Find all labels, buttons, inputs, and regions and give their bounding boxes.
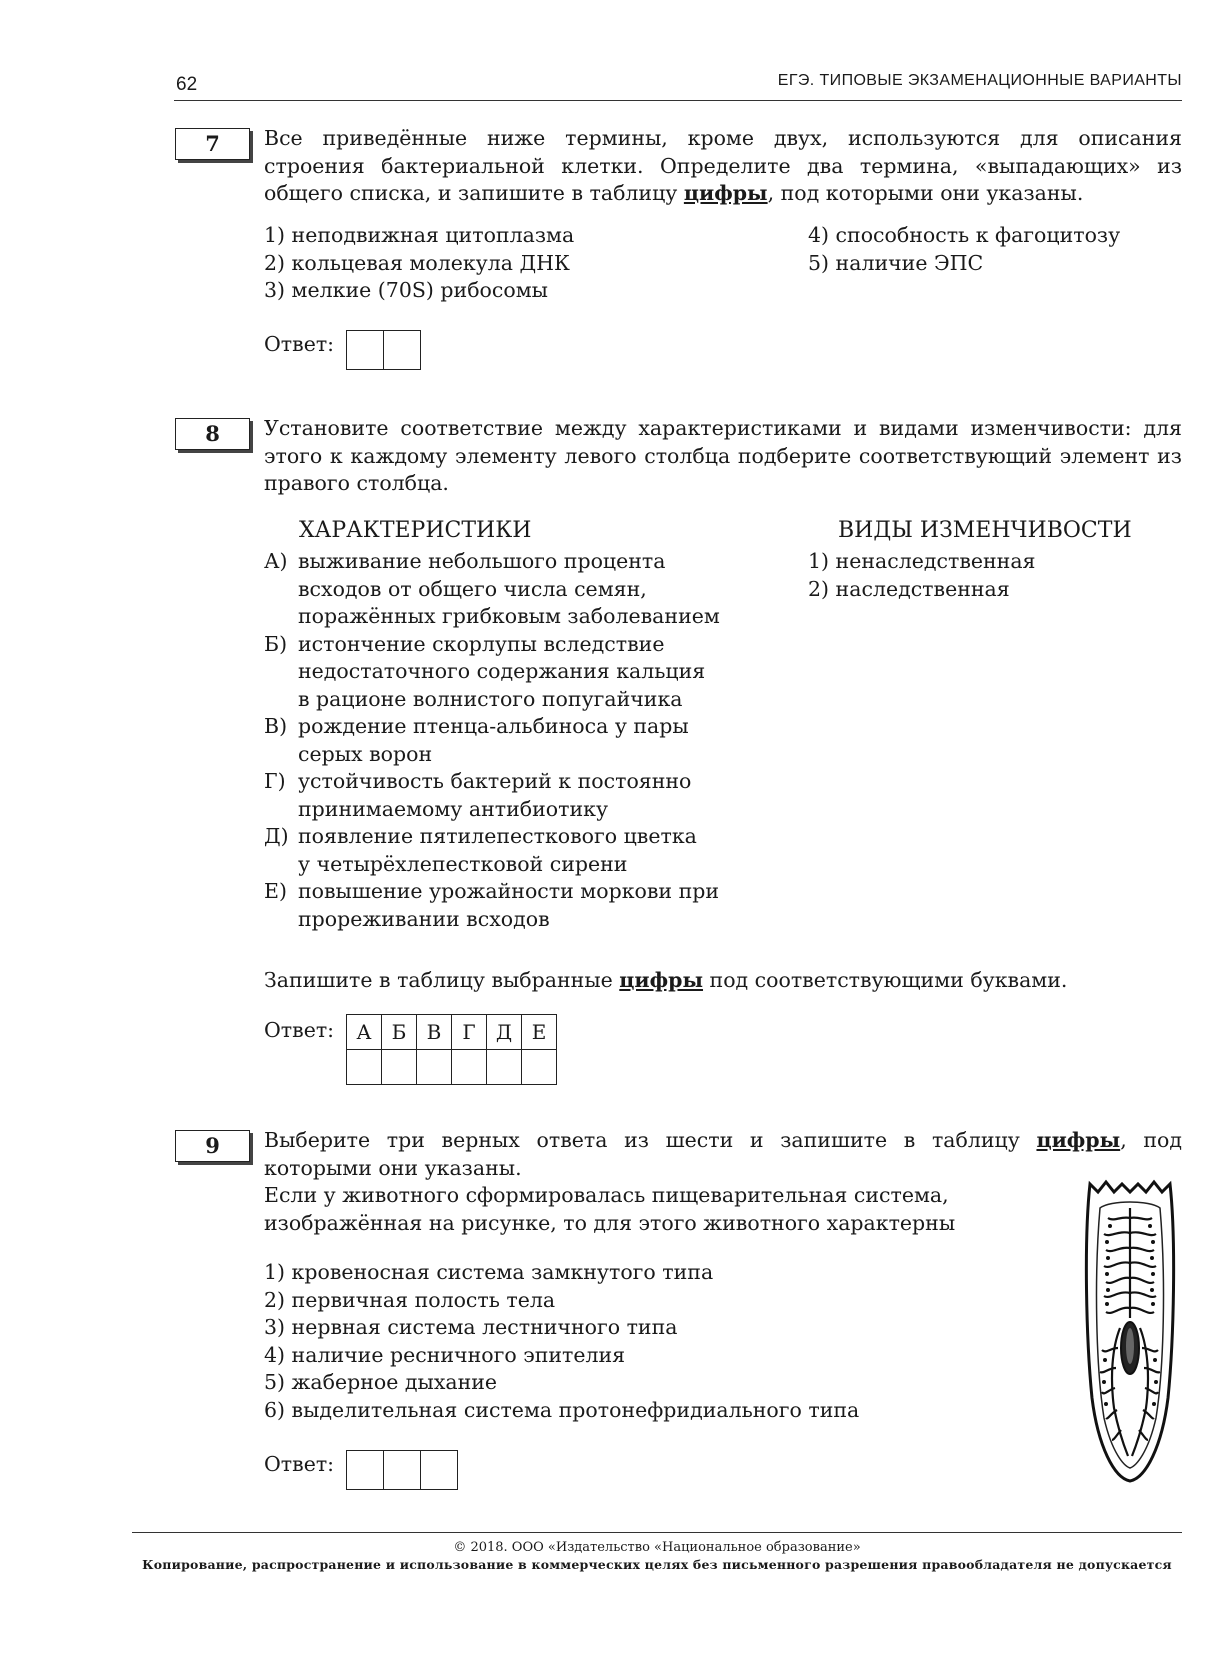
task-8-instruction-highlight: цифры [619, 968, 704, 992]
pharynx-highlight [1126, 1328, 1134, 1364]
item-line: поражённых грибковым заболеванием [298, 604, 720, 628]
item-line: истончение скорлупы вследствие [298, 631, 665, 656]
task-9-answer-cells [346, 1450, 458, 1490]
item-line: рождение птенца-альбиноса у пары [298, 714, 689, 738]
task-9-option-2: 2) первичная полость тела [264, 1287, 556, 1312]
variability-types-header: ВИДЫ ИЗМЕНЧИВОСТИ [838, 518, 1132, 543]
answer-letter-a: А [347, 1015, 382, 1050]
variability-type-2: 2) наследственная [808, 576, 1010, 601]
item-line: серых ворон [298, 741, 433, 766]
answer-cell[interactable] [383, 1451, 420, 1489]
characteristic-g [264, 768, 784, 823]
page-header [174, 70, 1182, 101]
task-7-number-box: 7 [175, 128, 250, 160]
answer-letter-d: Д [487, 1015, 522, 1050]
item-line: всходов от общего числа семян, [298, 576, 647, 601]
item-letter: Д) [264, 824, 289, 848]
task-7-option-3: 3) мелкие (70S) рибосомы [264, 278, 548, 302]
characteristic-e [264, 878, 784, 933]
answer-cell[interactable] [522, 1050, 557, 1085]
task-8-instruction-b: под соответствующими буквами. [703, 968, 1068, 992]
task-8-answer-table [346, 1014, 557, 1085]
item-line: принимаемому антибиотику [298, 796, 609, 821]
item-letter: А) [264, 549, 288, 573]
task-9-question: Если у животного сформировалась пищеварительная система, изображённая на рисунке, то для этого животного характерны [264, 1183, 956, 1235]
task-7-options-right [808, 222, 1120, 277]
task-7-answer-label: Ответ: [264, 332, 335, 356]
task-8-answer-label: Ответ: [264, 1018, 335, 1042]
answer-cell[interactable] [487, 1050, 522, 1085]
task-9-option-1: 1) кровеносная система замкнутого типа [264, 1260, 714, 1284]
characteristic-v [264, 713, 784, 768]
characteristic-b [264, 631, 784, 714]
task-8-instruction [264, 967, 1067, 995]
answer-cell[interactable] [417, 1050, 452, 1085]
header-title: ЕГЭ. ТИПОВЫЕ ЭКЗАМЕНАЦИОННЫЕ ВАРИАНТЫ [777, 72, 1182, 89]
item-line: прореживании всходов [298, 906, 550, 931]
task-7-answer-cells [346, 330, 421, 370]
item-line: выживание небольшого процента [298, 549, 666, 573]
item-line: у четырёхлепестковой сирени [298, 851, 628, 876]
task-7-option-1: 1) неподвижная цитоплазма [264, 223, 575, 247]
task-8-intro: Установите соответствие между характеристиками и видами изменчивости: для этого к каждому элементу левого столбца подберите соответствующий элемент из правого столбца. [264, 416, 1182, 495]
answer-cell[interactable] [420, 1451, 457, 1489]
footer-copyright: © 2018. ООО «Издательство «Национальное образование» [453, 1540, 861, 1555]
item-letter: Г) [264, 769, 286, 793]
answer-cell[interactable] [452, 1050, 487, 1085]
task-9-option-3: 3) нервная система лестничного типа [264, 1315, 678, 1339]
task-7-intro-a: Все приведённые ниже термины, кроме двух, используются для описания строения бактериальной клетки. Определите два термина, «выпадающих» из общего списка, и запишите в таблицу [264, 126, 1182, 205]
characteristic-d [264, 823, 784, 878]
footer-divider [132, 1532, 1182, 1533]
task-9-number-box: 9 [175, 1130, 250, 1162]
characteristics-header: ХАРАКТЕРИСТИКИ [299, 518, 532, 543]
answer-letter-b: Б [382, 1015, 417, 1050]
item-letter: Б) [264, 631, 288, 656]
item-line: устойчивость бактерий к постоянно [298, 769, 692, 793]
answer-cell[interactable] [347, 331, 383, 369]
task-9-intro-highlight: цифры [1036, 1128, 1121, 1152]
page-number: 62 [176, 74, 198, 95]
item-line: повышение урожайности моркови при [298, 879, 720, 903]
variability-types-list [808, 548, 1035, 603]
characteristics-list [264, 548, 784, 933]
task-8-instruction-a: Запишите в таблицу выбранные [264, 968, 620, 992]
task-8-number-box: 8 [175, 418, 250, 450]
footer-notice: Копирование, распространение и использование в коммерческих целях без письменного разрешения правообладателя не допускается [142, 1557, 1172, 1572]
task-9-answer-label: Ответ: [264, 1452, 335, 1476]
item-line: в рационе волнистого попугайчика [298, 686, 683, 711]
answer-letter-v: В [417, 1015, 452, 1050]
task-9-intro [264, 1127, 1182, 1182]
task-7-intro-highlight: цифры [683, 181, 768, 205]
task-9-intro-b: , под которыми они указаны. [264, 1128, 1182, 1180]
variability-type-1: 1) ненаследственная [808, 549, 1036, 573]
item-line: недостаточного содержания кальция [298, 659, 706, 683]
answer-letter-g: Г [452, 1015, 487, 1050]
flatworm-digestive-system-figure [1080, 1178, 1180, 1484]
answer-cell[interactable] [382, 1050, 417, 1085]
answer-letter-e: Е [522, 1015, 557, 1050]
task-7-intro-b: , под которыми они указаны. [767, 181, 1084, 205]
answer-cell[interactable] [383, 331, 420, 369]
task-7-option-2: 2) кольцевая молекула ДНК [264, 250, 570, 275]
task-7-option-5: 5) наличие ЭПС [808, 250, 984, 275]
task-7-option-4: 4) способность к фагоцитозу [808, 223, 1121, 247]
item-letter: Е) [264, 879, 287, 903]
task-9-intro-a: Выберите три верных ответа из шести и запишите в таблицу [264, 1128, 1037, 1152]
item-line: появление пятилепесткового цветка [298, 824, 697, 848]
answer-cell[interactable] [347, 1451, 383, 1489]
item-letter: В) [264, 714, 288, 738]
task-7-options-left [264, 222, 574, 305]
task-7-intro [264, 125, 1182, 208]
answer-cell[interactable] [347, 1050, 382, 1085]
task-9-options [264, 1259, 859, 1424]
task-9-option-6: 6) выделительная система протонефридиального типа [264, 1397, 860, 1422]
task-9-option-4: 4) наличие ресничного эпителия [264, 1342, 626, 1367]
characteristic-a [264, 548, 784, 631]
task-9-option-5: 5) жаберное дыхание [264, 1370, 498, 1394]
